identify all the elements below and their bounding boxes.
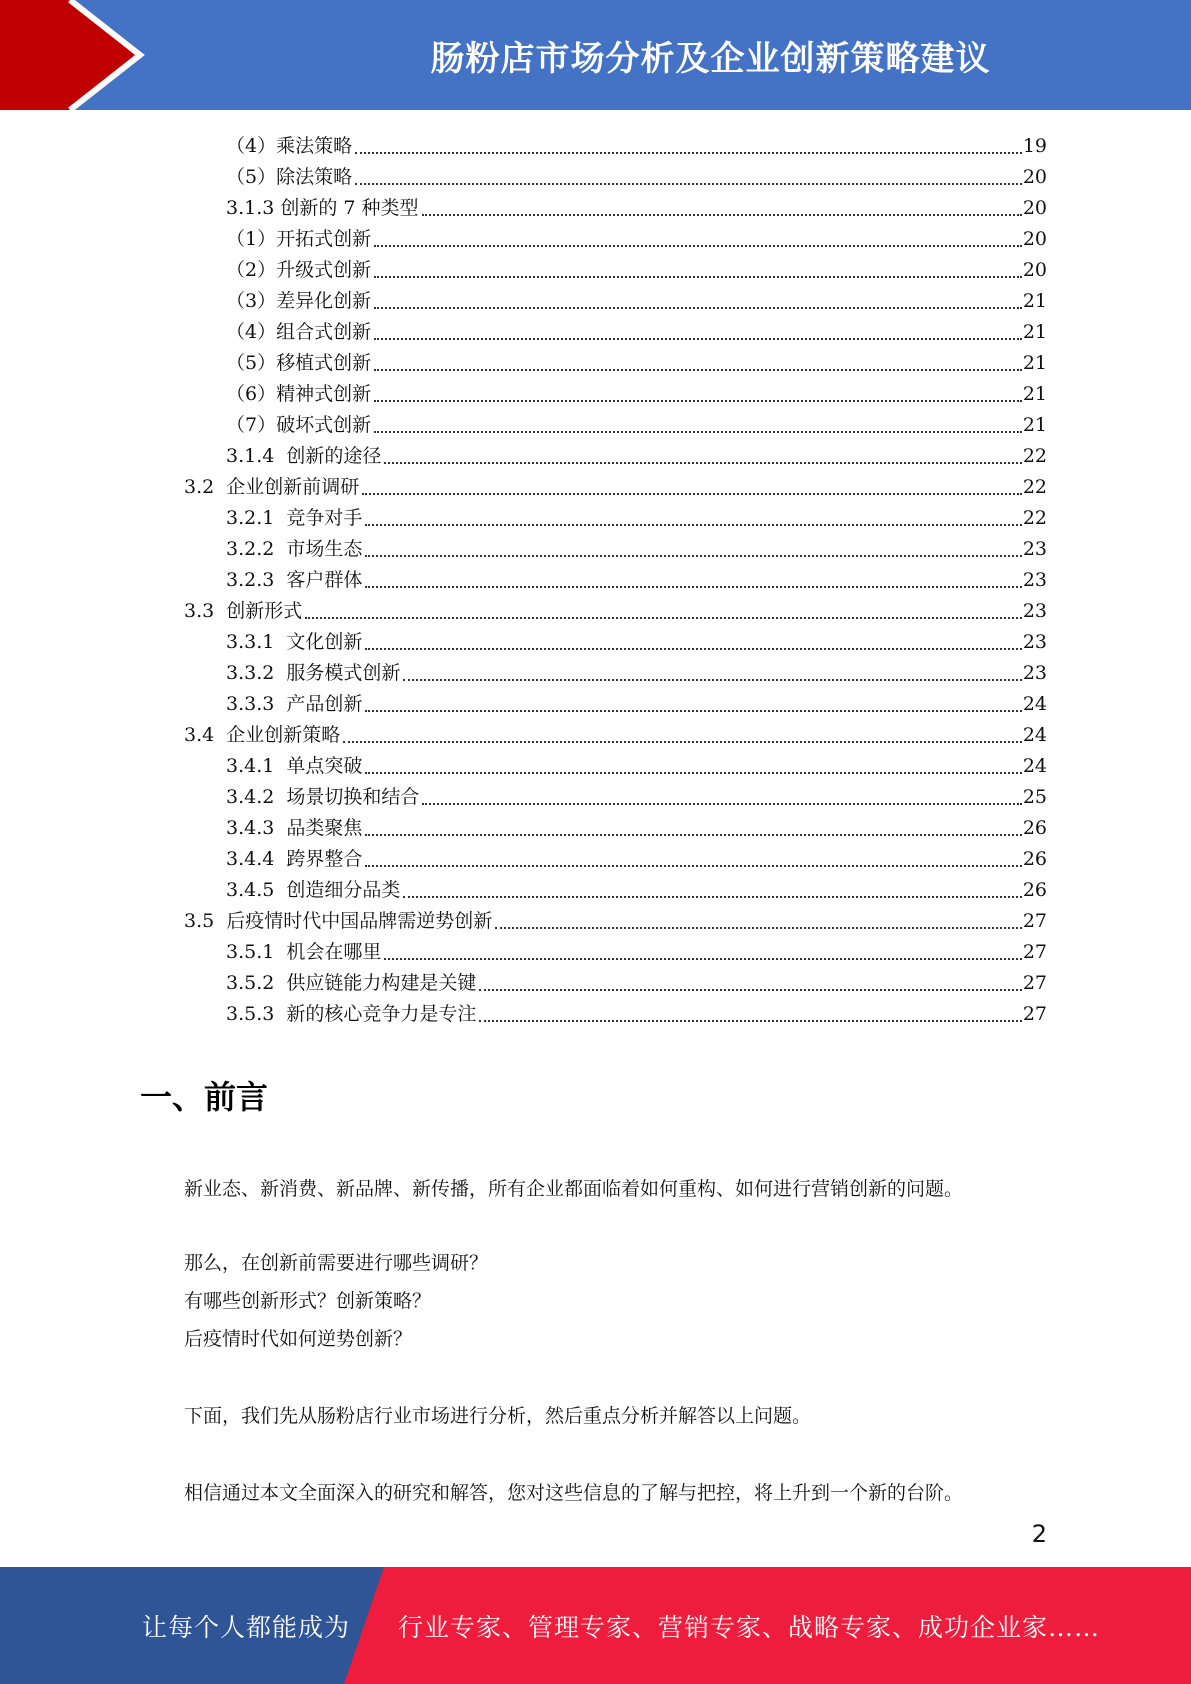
toc-entry[interactable] xyxy=(226,995,1047,1026)
toc-entry[interactable] xyxy=(226,375,1047,406)
toc-entry-page: 25 xyxy=(1022,786,1047,808)
toc-entry-page: 27 xyxy=(1022,972,1047,994)
toc-leader-dots xyxy=(422,803,1021,805)
toc-leader-dots xyxy=(374,338,1022,340)
paragraph: 新业态、新消费、新品牌、新传播，所有企业都面临着如何重构、如何进行营销创新的问题。 xyxy=(184,1178,964,1200)
toc-leader-dots xyxy=(403,679,1021,681)
toc-entry-page: 23 xyxy=(1022,631,1047,653)
toc-entry-label: 3.1.3 创新的 7 种类型 xyxy=(226,197,419,219)
toc-entry-label: 3.3.2 服务模式创新 xyxy=(226,662,401,684)
toc-leader-dots xyxy=(365,772,1021,774)
toc-entry-label: （4）乘法策略 xyxy=(226,135,353,157)
toc-entry[interactable] xyxy=(226,840,1047,871)
toc-entry[interactable] xyxy=(226,561,1047,592)
toc-entry[interactable] xyxy=(226,158,1047,189)
paragraph: 下面，我们先从肠粉店行业市场进行分析，然后重点分析并解答以上问题。 xyxy=(184,1405,812,1427)
toc-entry-label: （3）差异化创新 xyxy=(226,290,372,312)
toc-entry[interactable] xyxy=(226,127,1047,158)
page-number: 2 xyxy=(1031,1520,1047,1548)
toc-entry[interactable] xyxy=(226,809,1047,840)
toc-entry-label: 3.2 企业创新前调研 xyxy=(184,476,360,498)
toc-entry[interactable] xyxy=(184,468,1047,499)
toc-entry[interactable] xyxy=(226,933,1047,964)
toc-entry[interactable] xyxy=(184,716,1047,747)
toc-entry-page: 22 xyxy=(1022,476,1047,498)
toc-entry-page: 23 xyxy=(1022,538,1047,560)
paragraph: 后疫情时代如何逆势创新？ xyxy=(184,1328,413,1350)
toc-entry-page: 23 xyxy=(1022,662,1047,684)
toc-entry-page: 26 xyxy=(1022,817,1047,839)
toc-leader-dots xyxy=(305,617,1022,619)
toc-entry-page: 21 xyxy=(1022,414,1047,436)
toc-entry[interactable] xyxy=(226,871,1047,902)
toc-leader-dots xyxy=(374,276,1022,278)
toc-entry-label: （7）破坏式创新 xyxy=(226,414,372,436)
toc-leader-dots xyxy=(365,586,1021,588)
toc-leader-dots xyxy=(384,462,1021,464)
toc-entry-page: 27 xyxy=(1022,941,1047,963)
toc-entry-label: 3.5 后疫情时代中国品牌需逆势创新 xyxy=(184,910,493,932)
toc-leader-dots xyxy=(362,493,1022,495)
toc-entry[interactable] xyxy=(184,592,1047,623)
toc-entry[interactable] xyxy=(226,530,1047,561)
toc-entry-page: 26 xyxy=(1022,848,1047,870)
toc-entry-page: 24 xyxy=(1022,724,1047,746)
toc-leader-dots xyxy=(479,989,1021,991)
toc-entry[interactable] xyxy=(226,778,1047,809)
toc-leader-dots xyxy=(479,1020,1021,1022)
toc-entry-label: （2）升级式创新 xyxy=(226,259,372,281)
toc-leader-dots xyxy=(365,834,1021,836)
toc-entry-page: 20 xyxy=(1022,197,1047,219)
toc-entry[interactable] xyxy=(226,220,1047,251)
toc-entry-label: 3.5.3 新的核心竞争力是专注 xyxy=(226,1003,477,1025)
toc-entry-label: （5）移植式创新 xyxy=(226,352,372,374)
toc-entry-page: 20 xyxy=(1022,228,1047,250)
toc-leader-dots xyxy=(374,307,1022,309)
toc-entry-label: 3.4 企业创新策略 xyxy=(184,724,341,746)
toc-entry[interactable] xyxy=(226,344,1047,375)
toc-entry-label: 3.5.2 供应链能力构建是关键 xyxy=(226,972,477,994)
toc-entry-label: 3.1.4 创新的途径 xyxy=(226,445,382,467)
toc-entry-label: 3.2.2 市场生态 xyxy=(226,538,363,560)
toc-leader-dots xyxy=(365,555,1021,557)
footer-slogan-left: 让每个人都能成为 xyxy=(142,1612,351,1642)
toc-entry[interactable] xyxy=(226,189,1047,220)
toc-entry[interactable] xyxy=(226,406,1047,437)
toc-leader-dots xyxy=(365,524,1021,526)
toc-leader-dots xyxy=(495,927,1022,929)
toc-leader-dots xyxy=(374,400,1022,402)
toc-entry-label: （5）除法策略 xyxy=(226,166,353,188)
toc-entry[interactable] xyxy=(226,747,1047,778)
toc-entry[interactable] xyxy=(226,313,1047,344)
toc-entry-page: 27 xyxy=(1022,1003,1047,1025)
toc-entry[interactable] xyxy=(226,623,1047,654)
paragraph: 那么，在创新前需要进行哪些调研？ xyxy=(184,1252,489,1274)
toc-entry-label: 3.4.2 场景切换和结合 xyxy=(226,786,420,808)
paragraph: 相信通过本文全面深入的研究和解答，您对这些信息的了解与把控，将上升到一个新的台阶。 xyxy=(184,1482,964,1504)
toc-entry-label: 3.4.3 品类聚焦 xyxy=(226,817,363,839)
toc-entry[interactable] xyxy=(226,282,1047,313)
toc-entry-page: 19 xyxy=(1022,135,1047,157)
toc-leader-dots xyxy=(365,865,1021,867)
toc-entry-page: 21 xyxy=(1022,383,1047,405)
toc-entry-page: 20 xyxy=(1022,259,1047,281)
toc-entry-page: 22 xyxy=(1022,445,1047,467)
toc-leader-dots xyxy=(343,741,1022,743)
toc-entry-label: 3.5.1 机会在哪里 xyxy=(226,941,382,963)
toc-entry-label: 3.2.1 竞争对手 xyxy=(226,507,363,529)
toc-entry-page: 21 xyxy=(1022,290,1047,312)
toc-leader-dots xyxy=(422,214,1022,216)
toc-entry[interactable] xyxy=(226,654,1047,685)
toc-entry-page: 24 xyxy=(1022,693,1047,715)
toc-entry-page: 24 xyxy=(1022,755,1047,777)
toc-entry-label: （6）精神式创新 xyxy=(226,383,372,405)
toc-entry-page: 26 xyxy=(1022,879,1047,901)
toc-leader-dots xyxy=(365,648,1021,650)
page-footer xyxy=(0,1567,1191,1684)
toc-leader-dots xyxy=(384,958,1021,960)
toc-leader-dots xyxy=(374,431,1022,433)
footer-slogan-right: 行业专家、管理专家、营销专家、战略专家、成功企业家…… xyxy=(398,1612,1101,1642)
toc-entry-label: 3.4.4 跨界整合 xyxy=(226,848,363,870)
toc-entry-page: 27 xyxy=(1022,910,1047,932)
toc-entry-page: 23 xyxy=(1022,600,1047,622)
toc-leader-dots xyxy=(355,183,1022,185)
toc-leader-dots xyxy=(374,369,1022,371)
toc-entry-page: 21 xyxy=(1022,352,1047,374)
section-heading: 一、前言 xyxy=(140,1078,269,1116)
toc-entry-label: 3.2.3 客户群体 xyxy=(226,569,363,591)
toc-leader-dots xyxy=(403,896,1021,898)
toc-entry-label: 3.4.5 创造细分品类 xyxy=(226,879,401,901)
toc-entry[interactable] xyxy=(226,437,1047,468)
page-header xyxy=(0,0,1191,110)
toc-entry-page: 20 xyxy=(1022,166,1047,188)
toc-entry[interactable] xyxy=(184,902,1047,933)
toc-leader-dots xyxy=(355,152,1022,154)
toc-entry-label: 3.3.3 产品创新 xyxy=(226,693,363,715)
toc-entry-label: 3.3.1 文化创新 xyxy=(226,631,363,653)
toc-entry-label: 3.3 创新形式 xyxy=(184,600,303,622)
toc-entry-page: 21 xyxy=(1022,321,1047,343)
toc-entry-page: 22 xyxy=(1022,507,1047,529)
toc-entry[interactable] xyxy=(226,964,1047,995)
document-title: 肠粉店市场分析及企业创新策略建议 xyxy=(430,38,991,79)
toc-entry-label: （1）开拓式创新 xyxy=(226,228,372,250)
toc-entry[interactable] xyxy=(226,251,1047,282)
toc-leader-dots xyxy=(365,710,1021,712)
toc-entry-label: （4）组合式创新 xyxy=(226,321,372,343)
toc-entry-page: 23 xyxy=(1022,569,1047,591)
paragraph: 有哪些创新形式？创新策略？ xyxy=(184,1290,432,1312)
toc-entry-label: 3.4.1 单点突破 xyxy=(226,755,363,777)
toc-entry[interactable] xyxy=(226,499,1047,530)
toc-entry[interactable] xyxy=(226,685,1047,716)
toc-leader-dots xyxy=(374,245,1022,247)
